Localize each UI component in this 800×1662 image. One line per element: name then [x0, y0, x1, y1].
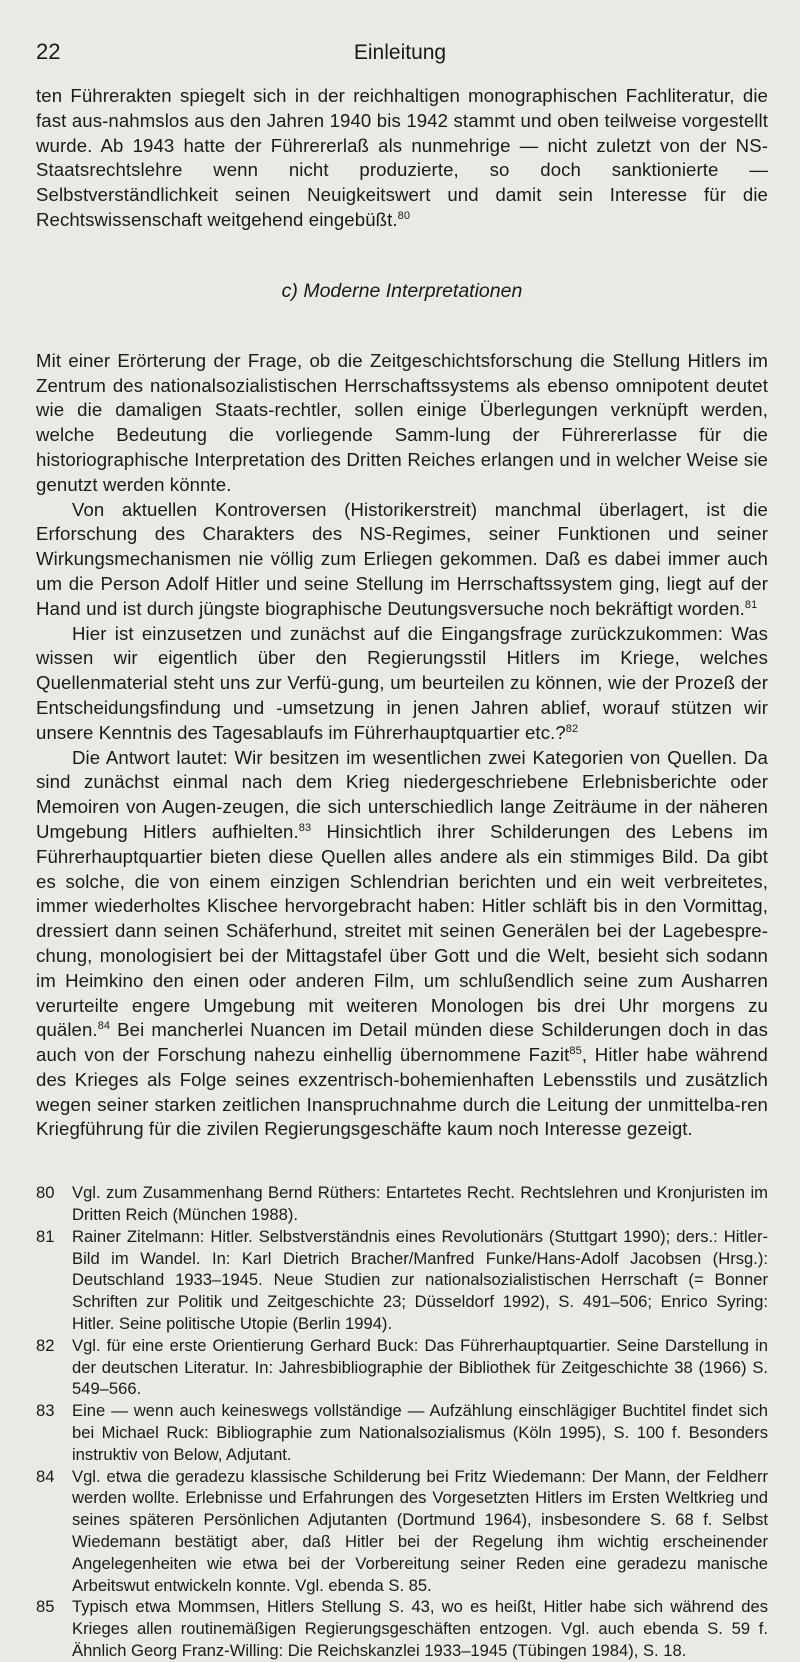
paragraph [36, 746, 768, 1143]
footnote-ref[interactable]: 83 [298, 821, 312, 834]
intro-paragraph [36, 84, 768, 233]
footnote-ref[interactable]: 81 [744, 598, 758, 611]
footnote-text: Vgl. zum Zusammenhang Bernd Rüthers: Entartetes Recht. Rechtslehren und Kronjuristen im Dritten Reich (München 1988). [72, 1183, 768, 1225]
running-head: Einleitung [353, 41, 447, 64]
footnote-ref[interactable]: 80 [397, 209, 411, 222]
footnote-text: Vgl. für eine erste Orientierung Gerhard Buck: Das Führerhauptquartier. Seine Darstellung in der deutschen Literatur. In: Jahresbibliographie der Bibliothek für Zeitgeschichte 38 (1966) S. 549–566. [72, 1335, 768, 1399]
footnote-text: Eine — wenn auch keineswegs vollständige — Aufzählung einschlägiger Buchtitel findet sich bei Michael Ruck: Bibliographie zum Nationalsozialismus (Köln 1995), S. 100 f. Besonders instruktiv von Below, Adjutant. [72, 1401, 768, 1464]
footnote-number: 84 [36, 1466, 55, 1486]
paragraph [36, 622, 768, 746]
footnote-number: 82 [36, 1335, 55, 1355]
footnote-text: Rainer Zitelmann: Hitler. Selbstverständnis eines Revolutionärs (Stuttgart 1990); ders.: Hitler-Bild im Wandel. In: Karl Dietrich Bracher/Manfred Funke/Hans-Adolf Jacobsen (Hrsg.): Deutschland 1933–1945. Neue Studien zur nationalsozialistischen Herrschaft (= Bonner Schriften zur Politik und Zeitgeschichte 23; Düsseldorf 1992), S. 491–506; Enrico Syring: Hitler. Seine politische Utopie (Berlin 1994). [72, 1226, 768, 1334]
footnote-number: 83 [36, 1401, 55, 1421]
footnotes [36, 1182, 768, 1662]
footnote-number: 85 [36, 1597, 55, 1617]
footnote-ref[interactable]: 84 [97, 1020, 111, 1033]
footnote-text: Typisch etwa Mommsen, Hitlers Stellung S. 43, wo es heißt, Hitler habe sich während des Krieges allen routinemäßigen Regierungsgeschäften entzogen. Vgl. auch ebenda S. 59 f. Ähnlich Georg Franz-Willing: Die Reichskanzlei 1933–1945 (Tübingen 1984), S. 18. [72, 1597, 768, 1661]
footnote [36, 1466, 768, 1597]
footnote-number: 80 [36, 1183, 55, 1203]
paragraph-text: ten Führerakten spiegelt sich in der reichhaltigen monographischen Fachliteratur, die fast aus-nahmslos aus den Jahren 1940 bis 1942 stammt und oben teilweise vorgestellt wurde. Ab 1943 hatte der Führererlaß als nunmehrige — nicht zuletzt von der NS-Staatsrechtslehre wenn nicht produzierte, so doch sanktionierte — Selbstverständlichkeit seinen Neuigkeitswert und damit sein Interesse für die Rechtswissenschaft weitgehend eingebüßt. [36, 85, 768, 230]
footnote-text: Vgl. etwa die geradezu klassische Schilderung bei Fritz Wiedemann: Der Mann, der Feldherr werden wollte. Erlebnisse und Erfahrungen des Vorgesetzten Hitlers im Ersten Weltkrieg und seines späteren Persönlichen Adjutanten (Dortmund 1964), insbesondere S. 68 f. Selbst Wiedemann bestätigt aber, daß Hitler bei der Regelung ihm wichtig erscheinender Angelegenheiten wie etwa bei der Vorbereitung seiner Reden eine geradezu manische Arbeitswut entwickeln konnte. Vgl. ebenda S. 85. [72, 1466, 768, 1595]
footnote-ref[interactable]: 82 [565, 722, 579, 735]
footnote [36, 1182, 768, 1226]
footnote-ref[interactable]: 85 [569, 1045, 582, 1058]
section-heading: c) Moderne Interpretationen [281, 279, 523, 302]
paragraph-text: Von aktuellen Kontroversen (Historikerstreit) manchmal überlagert, ist die Erforschung des Charakters des NS-Regimes, seiner Funktionen und seiner Wirkungsmechanismen nie völlig zum Erliegen gekommen. Daß es dabei immer auch um die Person Adolf Hitler und seine Stellung im Herrschaftssystem ging, liegt auf der Hand und ist durch jüngste biographische Deutungsversuche noch bekräftigt worden. [36, 498, 768, 619]
paragraph-text: , Hitler habe während des Krieges als Folge seines exzentrisch-bohemienhaften Lebensstils und zusätzlich wegen seiner starken zeitlichen Inanspruchnahme durch die Leitung der unmittelba-ren Kriegführung für die zivilen Regierungsgeschäfte kaum noch Interesse gezeigt. [36, 1044, 768, 1140]
body-text [36, 84, 768, 1662]
footnote-number: 81 [36, 1226, 55, 1246]
page-number: 22 [36, 39, 61, 64]
footnote [36, 1335, 768, 1400]
paragraph [36, 498, 768, 622]
paragraph-text: Die Antwort lautet: Wir besitzen im wesentlichen zwei Kategorien von Quellen. Da sind zunächst einmal nach dem Krieg niedergeschriebene Erlebnisberichte oder Memoiren von Augen-zeugen, die sich unterschiedlich lange Zeiträume in der näheren Umgebung Hitlers aufhielten. [36, 746, 768, 842]
paragraph-text: Hinsichtlich ihrer Schilderungen des Lebens im Führerhauptquartier bieten diese Quellen alles andere als ein stimmiges Bild. Da gibt es solche, die von einem einzigen Schlendrian berichten und ein weit verbreitetes, immer wiederholtes Klischee hervorgebracht haben: Hitler schläft bis in den Vormittag, dressiert dann seinen Schäferhund, streitet mit seinen Generälen bei der Lagebespre-chung, monologisiert bei der Mittagstafel über Gott und die Welt, besieht sich sodann im Heimkino den einen oder anderen Film, um schlußendlich seine zum Ausharren verurteilte engere Umgebung mit weiteren Monologen bis drei Uhr morgens zu quälen. [36, 820, 768, 1041]
paragraph-text: Bei mancherlei Nuancen im Detail münden diese Schilderungen doch in das auch von der Forschung nahezu einhellig übernommene Fazit [36, 1019, 768, 1066]
paragraph [36, 349, 768, 498]
paragraph-text: Mit einer Erörterung der Frage, ob die Zeitgeschichtsforschung die Stellung Hitlers im Zentrum des nationalsozialistischen Herrschaftssystems als ebenso omnipotent deutet wie die damaligen Staats-rechtler, sollen einige Überlegungen verknüpft werden, welche Bedeutung die vorliegende Samm-lung der Führererlasse für die historiographische Interpretation des Dritten Reiches erlangen und in welcher Weise sie genutzt werden könnte. [36, 349, 768, 495]
page-header [0, 40, 800, 64]
paragraph-text: Hier ist einzusetzen und zunächst auf die Eingangsfrage zurückzukommen: Was wissen wir eigentlich über den Regierungsstil Hitlers im Kriege, welches Quellenmaterial steht uns zur Verfü-gung, um beurteilen zu können, wie der Prozeß der Entscheidungsfindung und -umsetzung in jenen Jahren ablief, worauf stützen wir unsere Kenntnis des Tagesablaufs im Führerhauptquartier etc.? [36, 622, 768, 743]
footnote [36, 1400, 768, 1465]
footnote [36, 1596, 768, 1661]
footnote [36, 1226, 768, 1335]
